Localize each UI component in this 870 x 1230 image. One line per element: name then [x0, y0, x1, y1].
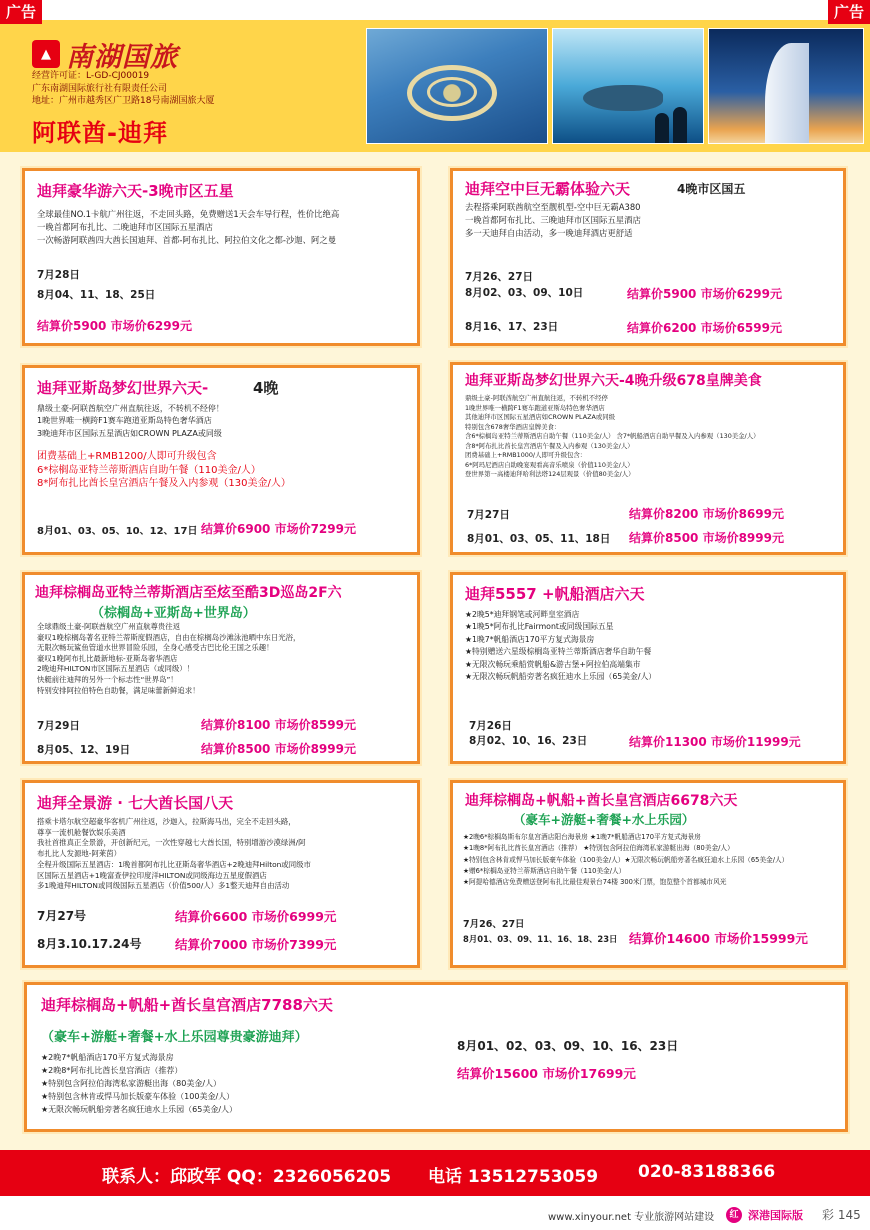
- license-info: [32, 70, 214, 108]
- desc-line: 豪叹1晚棕榈岛著名亚特兰蒂斯度假酒店，自由在棕榈岛沙滩泳池晒中东日光浴，: [37, 632, 301, 642]
- tour-price: 结算价5900 市场价6299元: [37, 319, 192, 333]
- desc-line: 1晚世界唯一横跨F1赛车跑道亚斯岛特色奢华酒店: [465, 403, 605, 412]
- desc-line: 布扎比人发源地-阿莱茵）: [37, 849, 121, 859]
- desc-line: ★无限次畅玩帆船旁著名疯狂迪水上乐园（65美金/人）: [465, 672, 657, 682]
- desc-line: ★无限次畅玩乘船赏帆船&游古堡+阿拉伯高端集市: [465, 659, 641, 669]
- tour-title: 迪拜全景游 · 七大酋长国八天: [37, 794, 234, 812]
- desc-line: 一次畅游阿联酋四大酋长国迪拜、首都-阿布扎比、阿拉伯文化之都-沙迦、阿之曼: [37, 235, 337, 245]
- company-full-name: 广东南湖国际旅行社有限责任公司: [32, 83, 168, 94]
- tour-description: [465, 201, 641, 240]
- desc-line: ★特别包含林肯或悍马加长版豪车体验（100美金/人）★无限次畅玩帆船旁著名疯狂迪水上乐园（65美金/人）: [463, 855, 789, 864]
- tour-dates: 8月02、10、16、23日: [469, 735, 588, 747]
- tour-card[interactable]: [24, 982, 848, 1132]
- desc-line: 1晚世界唯一横跨F1赛车跑道亚斯岛特色奢华酒店: [37, 416, 212, 426]
- desc-line: 豪叹1晚阿布扎比最新地标-亚斯岛奢华酒店: [37, 653, 178, 663]
- desc-line: 去程搭乘阿联酋航空至靓机型-空中巨无霸A380: [465, 202, 641, 212]
- desc-line: 多一天迪拜自由活动，多一晚迪拜酒店更舒适: [465, 228, 633, 238]
- tour-card[interactable]: [22, 572, 420, 764]
- tour-dates: 8月01、03、09、11、16、18、23日: [463, 934, 618, 944]
- desc-line: 鼎级土豪-阿联酋航空广州直航往返，不转机不经停！: [37, 404, 224, 413]
- visitor-silhouette: [655, 113, 669, 143]
- tour-listings: [0, 152, 870, 1150]
- contact-bar: [0, 1150, 870, 1196]
- palm-island-photo: [366, 28, 548, 144]
- desc-line: 搭乘卡塔尔航空超豪华客机广州往返，沙迦入，拉斯海马出，完全不走回头路，: [37, 817, 296, 826]
- tour-subtitle: （豪车+游艇+奢餐+水上乐园尊贵豪游迪拜）: [41, 1030, 308, 1045]
- tour-dates: 8月02、03、09、10日: [465, 287, 584, 299]
- tour-description: [37, 622, 300, 696]
- page-footer: [0, 1200, 870, 1230]
- tour-price: 结算价8500 市场价8999元: [629, 531, 784, 545]
- desc-line: 无限次畅玩鲨鱼管道水世界冒险乐园，全身心感受古巴比伦王国之乐趣！: [37, 643, 274, 653]
- edition-name: 深港国际版: [748, 1209, 803, 1222]
- tour-price: 结算价14600 市场价15999元: [629, 931, 808, 946]
- tour-subtitle: （棕榈岛+亚斯岛+世界岛）: [91, 606, 256, 621]
- desc-line: ★2晚7*帆船酒店170平方复式海景房: [41, 1053, 174, 1062]
- tour-description: [465, 609, 656, 683]
- desc-line: 6*阿玛尼酒店自助晚宴观看高音乐喷泉（价值110美金/人）: [465, 460, 634, 469]
- company-logo: [32, 34, 178, 74]
- desc-line: 3晚迪拜市区国际五星酒店如CROWN PLAZA或同级: [37, 428, 222, 438]
- desc-line: ★无限次畅玩帆船旁著名疯狂迪水上乐园（65美金/人）: [41, 1105, 238, 1114]
- desc-line: 6*棕榈岛亚特兰蒂斯酒店自助午餐（110美金/人）: [37, 464, 261, 476]
- tour-dates: 8月04、11、18、25日: [37, 289, 156, 301]
- license-number: 经营许可证：L-GD-CJ00019: [32, 71, 150, 81]
- tour-card[interactable]: [450, 572, 846, 764]
- website-text: www.xinyour.net 专业旅游网站建设: [548, 1212, 715, 1223]
- ad-label-left: 广告: [0, 0, 42, 24]
- visitor-silhouette: [673, 107, 687, 143]
- tour-price: 结算价6600 市场价6999元: [175, 909, 337, 924]
- region-title: 阿联酋-迪拜: [32, 119, 168, 147]
- tour-dates: 7月26、27日: [463, 919, 525, 930]
- company-address: 地址：广州市越秀区广卫路18号南湖国旅大厦: [32, 96, 215, 106]
- tour-card[interactable]: [22, 168, 420, 346]
- desc-line: ★特别包含林肯或悍马加长版豪车体验（100美金/人）: [41, 1092, 235, 1101]
- aquarium-photo: [552, 28, 704, 144]
- desc-line: ★1晚8*阿布扎比酋长皇宫酒店（推荐） ★特别包含阿拉伯海湾私家游艇出海（80美金/人）: [463, 844, 734, 853]
- logo-mark-icon: ▲: [32, 40, 60, 68]
- tour-card[interactable]: [450, 780, 846, 968]
- desc-line: 含8*阿布扎比酋长皇宫酒店午餐及入内参观（130美金/人）: [465, 441, 634, 450]
- desc-line: ★1晚5*阿布扎比Fairmont或同级国际五星: [465, 622, 614, 632]
- desc-line: 特别安排阿拉伯特色自助餐，满足味蕾新鲜追求！: [37, 685, 200, 695]
- tour-price: 结算价11300 市场价11999元: [629, 735, 801, 749]
- tour-dates: 7月29日: [37, 720, 80, 732]
- tour-card[interactable]: [450, 168, 846, 346]
- tour-description: [41, 1051, 237, 1116]
- tour-description: [37, 403, 224, 440]
- tour-price: 结算价8500 市场价8999元: [201, 742, 356, 756]
- tour-dates: 8月05、12、19日: [37, 744, 131, 756]
- tour-card[interactable]: [22, 365, 420, 555]
- desc-line: 鼎级土豪-阿联酋航空广州直航往返，不转机不经停: [465, 394, 608, 402]
- tour-title: 迪拜空中巨无霸体验六天: [465, 180, 631, 198]
- desc-line: 全程升级国际五星酒店：1晚首都阿布扎比亚斯岛奢华酒店+2晚迪拜Hilton或同级市: [37, 859, 311, 869]
- page-number: 彩 145: [822, 1208, 861, 1222]
- desc-line: 全球鼎级土豪-阿联酋航空广州直航尊贵往返: [37, 622, 181, 631]
- tour-subtitle: （豪车+游艇+奢餐+水上乐园）: [513, 812, 695, 827]
- tour-dates: 7月27号: [37, 909, 87, 923]
- desc-line: ★特别赠送六星级棕榈岛亚特兰蒂斯酒店奢华自助午餐: [465, 647, 652, 657]
- ad-label-right: 广告: [828, 0, 870, 24]
- desc-line: 2晚迪拜HILTON市区国际五星酒店（或同级）！: [37, 664, 195, 674]
- tour-price: 结算价15600 市场价17699元: [457, 1066, 636, 1081]
- desc-line: ★2晚8*阿布扎比酋长皇宫酒店（推荐）: [41, 1066, 183, 1075]
- tour-dates: 7月27日: [467, 509, 510, 521]
- tour-description: [37, 817, 311, 892]
- tour-dates: 8月01、02、03、09、10、16、23日: [457, 1039, 679, 1053]
- desc-line: 全球最佳NO.1卡航广州往返，不走回头路，免费赠送1天会车导行程，性价比绝高: [37, 209, 340, 219]
- desc-line: 团费基础上+RMB1200/人即可升级包含: [37, 451, 217, 462]
- tour-dates: 7月28日: [37, 269, 80, 281]
- tour-dates: 8月3.10.17.24号: [37, 937, 142, 951]
- desc-line: 其他迪拜市区国际五星酒店如CROWN PLAZA或同级: [465, 413, 615, 421]
- desc-line: 尊享一流机舱餐饮娱乐美酒: [37, 827, 126, 837]
- tour-title-suffix: 4晚市区国五: [677, 182, 746, 196]
- tour-description: [37, 208, 339, 247]
- palm-island-inner-shape: [427, 77, 477, 107]
- desc-line: 含6*棕榈岛亚特兰蒂斯酒店自助午餐（110美金/人） 含7*帆船酒店自助早餐及入内参观（130美金/人）: [465, 432, 760, 440]
- tour-price: 结算价5900 市场价6299元: [627, 287, 782, 301]
- desc-line: 团费基础上+RMB1000/人即可升级包含：: [465, 451, 587, 459]
- desc-line: ★特别包含阿拉伯海湾私家游艇出海（80美金/人）: [41, 1079, 222, 1088]
- tour-dates: 8月01、03、05、10、12、17日: [37, 526, 198, 537]
- tour-card[interactable]: [450, 362, 846, 555]
- sail-hotel-shape: [765, 43, 809, 143]
- tour-dates: 7月26、27日: [465, 271, 534, 283]
- contact-phone-landline: 020-83188366: [638, 1162, 776, 1182]
- desc-line: 登世界第一高楼迪拜哈利法塔124层观景（价值80美金/人）: [465, 470, 635, 478]
- desc-line: 特别包含678奢华酒店皇牌美食：: [465, 422, 561, 431]
- tour-title: 迪拜豪华游六天-3晚市区五星: [37, 182, 234, 200]
- burj-al-arab-photo: [708, 28, 864, 144]
- desc-line: 8*阿布扎比酋长皇宫酒店午餐及入内参观（130美金/人）: [37, 478, 291, 489]
- tour-title: 迪拜亚斯岛梦幻世界六天-: [37, 379, 209, 397]
- tour-dates: 8月16、17、23日: [465, 321, 559, 333]
- desc-line: 快艇前往迪拜的另外一个标志性“世界岛”！: [37, 674, 178, 684]
- tour-price: 结算价6900 市场价7299元: [201, 522, 356, 536]
- tour-price: 结算价6200 市场价6599元: [627, 321, 782, 335]
- tour-card[interactable]: [22, 780, 420, 968]
- desc-line: 多1晚迪拜HILTON或同级国际五星酒店（价值500/人）多1整天迪拜自由活动: [37, 881, 290, 891]
- tour-title: 迪拜亚斯岛梦幻世界六天-4晚升级678皇牌美食: [465, 373, 762, 389]
- desc-line: ★赠6*棕榈岛亚特兰蒂斯酒店自助午餐（110美金/人）: [463, 866, 626, 875]
- tour-title-suffix: 4晚: [253, 379, 279, 397]
- contact-person: 联系人：邱政军 QQ：2326056205: [102, 1167, 392, 1187]
- contact-phone: 电话 13512753059: [428, 1167, 599, 1187]
- desc-line: 我社首推真正全景游，开创新纪元，一次性穿越七大酋长国，特别增游沙漠绿洲/阿: [37, 838, 306, 848]
- desc-line: 区国际五星酒店+1晚富查伊拉印度洋HILTON或同级海边五星度假酒店: [37, 870, 267, 880]
- tour-description: [463, 832, 788, 888]
- tour-price: 结算价7000 市场价7399元: [175, 937, 337, 952]
- tour-price: 结算价8200 市场价8699元: [629, 507, 784, 521]
- desc-line: 一晚首都阿布扎比、三晚迪拜市区国际五星酒店: [465, 215, 641, 225]
- desc-line: ★2晚6*棕榈岛斯布尔皇宫酒店阳台海景房 ★1晚7*帆船酒店170平方复式海景房: [463, 833, 701, 841]
- tour-dates: 7月26日: [469, 720, 512, 732]
- desc-line: ★阿提哈德酒店免费赠送登阿布扎比最佳观景台74楼 300米门票，饱览整个首都城市风光: [463, 878, 727, 887]
- edition-badge-icon: 红: [726, 1207, 742, 1223]
- header: [0, 20, 870, 152]
- desc-line: ★1晚7*帆船酒店170平方复式海景房: [465, 634, 595, 644]
- company-name: 南湖国旅: [66, 41, 178, 73]
- desc-line: ★2晚5*迪拜钢笔或河畔皇室酒店: [465, 610, 580, 619]
- tour-title: 迪拜棕榈岛+帆船+酋长皇宫酒店7788六天: [41, 996, 333, 1014]
- tour-title: 迪拜棕榈岛+帆船+酋长皇宫酒店6678六天: [465, 793, 738, 809]
- whale-shark-shape: [583, 85, 663, 111]
- tour-dates: 8月01、03、05、11、18日: [467, 533, 611, 545]
- desc-line: 一晚首都阿布扎比、二晚迪拜市区国际五星酒店: [37, 222, 213, 232]
- tour-title: 迪拜棕榈岛亚特兰蒂斯酒店至炫至酷3D巡岛2F六: [35, 585, 342, 601]
- tour-price: 结算价8100 市场价8599元: [201, 718, 356, 732]
- upgrade-info: [37, 450, 291, 491]
- tour-description: [465, 394, 760, 480]
- tour-title: 迪拜5557 +帆船酒店六天: [465, 585, 645, 603]
